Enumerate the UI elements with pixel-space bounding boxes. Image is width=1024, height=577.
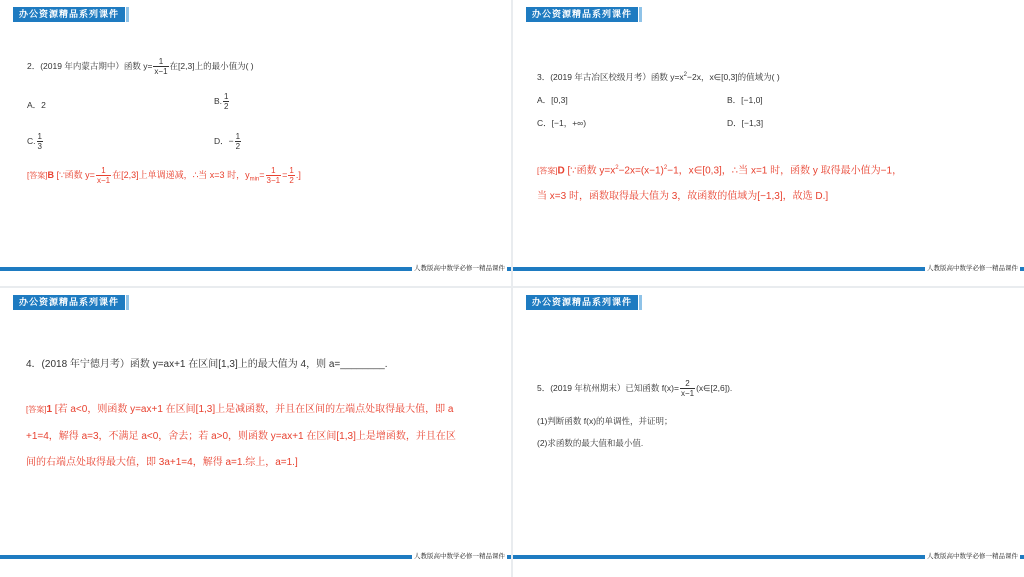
- footer-label: 人教版高中数学必修一精品课件: [927, 265, 1018, 272]
- q3-option-a: A．[0,3]: [537, 95, 568, 105]
- q2-option-d: D．− $\frac{1}{2}$: [214, 132, 241, 151]
- q2-suffix: 在[2,3]上的最小值为( ): [169, 60, 254, 71]
- q2-option-a: A．2: [27, 100, 46, 110]
- footer-label: 人教版高中数学必修一精品课件: [414, 553, 505, 560]
- q3-answer-line-2: 当 x=3 时，函数取得最大值为 3，故函数的值域为[−1,3]，故选 D.]: [537, 191, 829, 202]
- question-4: 4．(2018 年宁德月考）函数 y=ax+1 在区间[1,3]上的最大值为 4，则 a=________.: [26, 359, 388, 370]
- q2-fraction: $\frac{1}{x-1}$: [154, 57, 168, 76]
- q4-answer-line-3: 间的右端点处取得最大值，即 3a+1=4，解得 a=1.综上，a=1.]: [26, 457, 298, 468]
- question-2: [27, 57, 254, 76]
- question-3: 3．(2019 年古冶区校级月考）函数 $y=x^2-2x$，x∈[0,3]的值域为( ): [537, 71, 780, 82]
- series-header: 办公资源精品系列课件: [526, 295, 638, 310]
- series-header: 办公资源精品系列课件: [13, 7, 125, 22]
- q2-option-b: B. $\frac{1}{2}$: [214, 92, 229, 111]
- q3-option-d: D．[−1,3]: [727, 118, 764, 128]
- series-header: 办公资源精品系列课件: [526, 7, 638, 22]
- q5-part-2: (2)求函数的最大值和最小值.: [537, 438, 644, 448]
- slide-1: [0, 0, 511, 286]
- q3-option-c: C．[−1，+∞): [537, 118, 587, 128]
- footer-label: 人教版高中数学必修一精品课件: [414, 265, 505, 272]
- slide-2: [513, 0, 1024, 286]
- q4-answer-line-2: +1=4，解得 a=3，不满足 a<0，舍去；若 a>0，则函数 y=ax+1 在区间[1,3]上是增函数，并且在区: [26, 431, 456, 442]
- q4-answer-line-1: [答案]1 [若 a<0，则函数 y=ax+1 在区间[1,3]上是减函数，并且在区间的左端点处取得最大值，即 a: [26, 404, 454, 415]
- q2-option-c: C. $\frac{1}{3}$: [27, 132, 42, 151]
- q3-answer-line-1: [答案]D [∵函数 $y=x^2-2x=(x-1)^2-1$，x∈[0,3]，∴当 x=1 时，函数 y 取得最小值为−1，: [537, 165, 903, 177]
- footer-label: 人教版高中数学必修一精品课件: [927, 553, 1018, 560]
- series-header: 办公资源精品系列课件: [13, 295, 125, 310]
- q2-prefix: 2．(2019 年内蒙古期中）函数 y=: [27, 60, 153, 71]
- q2-answer: [答案]B [∵函数 y= $\frac{1}{x-1}$ 在[2,3]上单调递减，∴当 x=3 时，$y_{min}=$ $\frac{1}{3-1}$ = $\frac{1}{2}$ .]: [27, 166, 301, 185]
- q5-part-1: (1)判断函数 f(x)的单调性，并证明；: [537, 416, 673, 426]
- answer-tag: [答案]: [27, 170, 48, 180]
- q3-option-b: B．[−1,0]: [727, 95, 763, 105]
- slide-4: [513, 288, 1024, 577]
- slide-3: [0, 288, 511, 577]
- question-5: 5．(2019 年杭州期末）已知函数 f(x)= $\frac{2}{x-1}$ (x∈[2,6]).: [537, 379, 733, 398]
- answer-letter: B: [47, 169, 54, 180]
